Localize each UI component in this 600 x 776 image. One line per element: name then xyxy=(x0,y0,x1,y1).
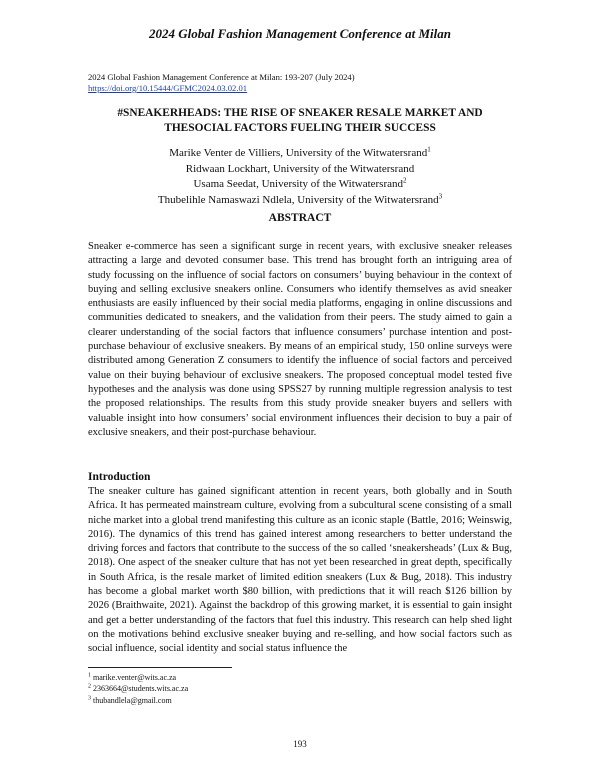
author-footnote-mark: 1 xyxy=(427,145,431,154)
footnote xyxy=(88,695,188,706)
footnote-number: 3 xyxy=(88,694,91,701)
author-name: Usama Seedat, University of the Witwatersrand xyxy=(193,178,403,190)
introduction-text: The sneaker culture has gained significant attention in recent years, both globally and in South Africa. It has permeated mainstream culture, evolving from a subcultural scene consisting of a small niche market into a global trend manifesting this culture as an iconic staple (Battle, 2016; Weinswig, 2016). The dynamics of this trend has gained interest among researchers to better understand the driving forces and factors that contribute to the success of the so called ‘sneakersheads’ (Lux & Bug, 2018). One aspect of the sneaker culture that has not yet been researched in great depth, specifically in South Africa, is the resale market of limited edition sneakers (Lux & Bug, 2018). This industry has become a global market worth $80 billion, with predictions that it will reach $126 billion by 2026 (Braithwaite, 2021). Against the backdrop of this growing market, it is essential to gain insight and get a better understanding of the factors that fuel this industry. This research can help shed light on the motivations behind exclusive sneaker buying and re-selling, and how social factors such as social influence, social identity and social status influence the xyxy=(88,486,512,655)
paper-title xyxy=(60,106,540,136)
author-footnote-mark: 2 xyxy=(403,176,407,185)
footnotes xyxy=(88,672,188,706)
abstract-text: Sneaker e-commerce has seen a significant surge in recent years, with exclusive sneaker releases attracting a large and devoted consumer base. This trend has brought forth an intriguing area of study focussing on the influence of social factors on consumers’ buying behaviour in the context of buying and selling exclusive sneakers online. Consumers who identify themselves as avid sneaker enthusiasts are easily influenced by their social media platforms, engaging in online discussions and communities dedicated to sneakers, and the validation from their peers. The study aimed to gain a clearer understanding of the social factors that influence consumers’ purchase intention and post-purchase behaviour of exclusive sneakers. By means of an empirical study, 150 online surveys were distributed among Generation Z consumers to identify the influence of social factors and perceived value on their buying behaviour of exclusive sneakers. The proposed conceptual model tested five hypotheses and the analysis was done using SPSS27 by running multiple regression analysis to test the proposed relationships. The results from this study provide sneaker buyers and sellers with valuable insight into how consumers’ social environment influences their decision to buy a pair of exclusive sneakers, and their post-purchase behaviour. xyxy=(88,241,512,438)
citation-block xyxy=(88,72,355,94)
footnote-number: 1 xyxy=(88,672,91,679)
author-line xyxy=(60,162,540,178)
footnote xyxy=(88,672,188,683)
author-line xyxy=(60,193,540,209)
author-footnote-mark: 3 xyxy=(438,191,443,200)
author-name: Thubelihle Namaswazi Ndlela, University of the Witwatersrand xyxy=(157,193,439,206)
author-name: Ridwaan Lockhart, University of the Witwatersrand xyxy=(185,162,415,175)
paper-title-line-2: THESOCIAL FACTORS FUELING THEIR SUCCESS xyxy=(164,122,436,134)
page-number: 193 xyxy=(293,739,307,749)
author-line xyxy=(60,146,540,162)
footnote-divider xyxy=(88,667,232,668)
introduction-heading: Introduction xyxy=(88,471,151,483)
author-name: Marike Venter de Villiers, University of the Witwatersrand xyxy=(169,147,428,159)
footnote-number: 2 xyxy=(88,683,91,690)
author-line xyxy=(60,177,540,193)
citation-line: 2024 Global Fashion Management Conference at Milan: 193-207 (July 2024) xyxy=(88,72,355,82)
author-list xyxy=(60,146,540,208)
footnote xyxy=(88,683,188,694)
paper-title-line-1: #SNEAKERHEADS: THE RISE OF SNEAKER RESALE MARKET AND xyxy=(117,107,483,119)
footnote-text: thubandlela@gmail.com xyxy=(93,695,172,705)
footnote-text: 2363664@students.wits.ac.za xyxy=(93,684,189,694)
running-header: 2024 Global Fashion Management Conference at Milan xyxy=(149,26,451,41)
doi-link[interactable]: https://doi.org/10.15444/GFMC2024.03.02.01 xyxy=(88,83,248,93)
abstract-heading: ABSTRACT xyxy=(268,212,332,224)
footnote-text: marike.venter@wits.ac.za xyxy=(93,673,177,682)
